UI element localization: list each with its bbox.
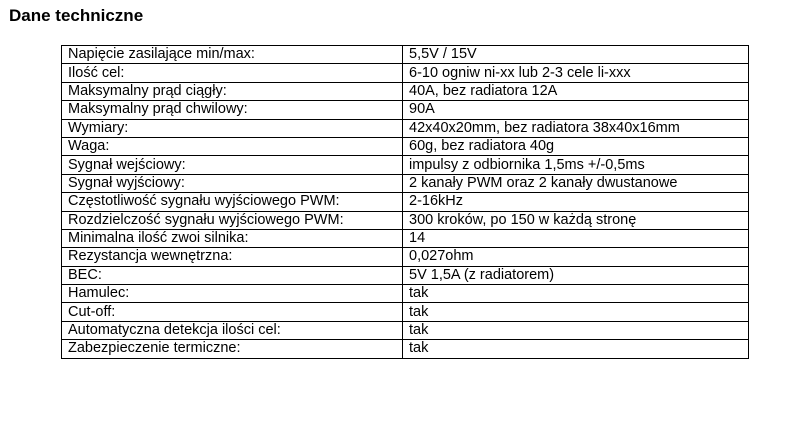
spec-value: 2 kanały PWM oraz 2 kanały dwustanowe	[403, 174, 749, 192]
spec-parameter: Maksymalny prąd ciągły:	[62, 82, 403, 100]
spec-parameter: Napięcie zasilające min/max:	[62, 46, 403, 64]
spec-value: 300 kroków, po 150 w każdą stronę	[403, 211, 749, 229]
spec-value: 5,5V / 15V	[403, 46, 749, 64]
spec-value: 6-10 ogniw ni-xx lub 2-3 cele li-xxx	[403, 64, 749, 82]
table-row	[62, 303, 749, 321]
table-row	[62, 137, 749, 155]
table-row	[62, 46, 749, 64]
table-row	[62, 211, 749, 229]
table-row	[62, 248, 749, 266]
spec-parameter: Rozdzielczość sygnału wyjściowego PWM:	[62, 211, 403, 229]
spec-parameter: Waga:	[62, 137, 403, 155]
spec-value: impulsy z odbiornika 1,5ms +/-0,5ms	[403, 156, 749, 174]
spec-value: 40A, bez radiatora 12A	[403, 82, 749, 100]
spec-parameter: Sygnał wejściowy:	[62, 156, 403, 174]
spec-value: tak	[403, 303, 749, 321]
spec-value: tak	[403, 285, 749, 303]
spec-parameter: BEC:	[62, 266, 403, 284]
spec-parameter: Częstotliwość sygnału wyjściowego PWM:	[62, 193, 403, 211]
spec-value: 14	[403, 229, 749, 247]
table-row	[62, 174, 749, 192]
table-row	[62, 285, 749, 303]
spec-value: 0,027ohm	[403, 248, 749, 266]
spec-parameter: Rezystancja wewnętrzna:	[62, 248, 403, 266]
spec-parameter: Wymiary:	[62, 119, 403, 137]
spec-parameter: Sygnał wyjściowy:	[62, 174, 403, 192]
table-row	[62, 229, 749, 247]
spec-parameter: Maksymalny prąd chwilowy:	[62, 101, 403, 119]
table-row	[62, 321, 749, 339]
table-row	[62, 64, 749, 82]
spec-table	[61, 45, 749, 359]
table-row	[62, 193, 749, 211]
table-row	[62, 101, 749, 119]
spec-value: 60g, bez radiatora 40g	[403, 137, 749, 155]
page-title: Dane techniczne	[9, 6, 144, 25]
table-row	[62, 340, 749, 358]
spec-parameter: Zabezpieczenie termiczne:	[62, 340, 403, 358]
spec-value: tak	[403, 340, 749, 358]
spec-value: 5V 1,5A (z radiatorem)	[403, 266, 749, 284]
spec-table-body	[62, 46, 749, 359]
spec-parameter: Ilość cel:	[62, 64, 403, 82]
spec-value: tak	[403, 321, 749, 339]
spec-value: 2-16kHz	[403, 193, 749, 211]
spec-parameter: Cut-off:	[62, 303, 403, 321]
spec-value: 90A	[403, 101, 749, 119]
table-row	[62, 156, 749, 174]
spec-parameter: Minimalna ilość zwoi silnika:	[62, 229, 403, 247]
spec-value: 42x40x20mm, bez radiatora 38x40x16mm	[403, 119, 749, 137]
table-row	[62, 266, 749, 284]
spec-parameter: Hamulec:	[62, 285, 403, 303]
spec-parameter: Automatyczna detekcja ilości cel:	[62, 321, 403, 339]
table-row	[62, 82, 749, 100]
table-row	[62, 119, 749, 137]
